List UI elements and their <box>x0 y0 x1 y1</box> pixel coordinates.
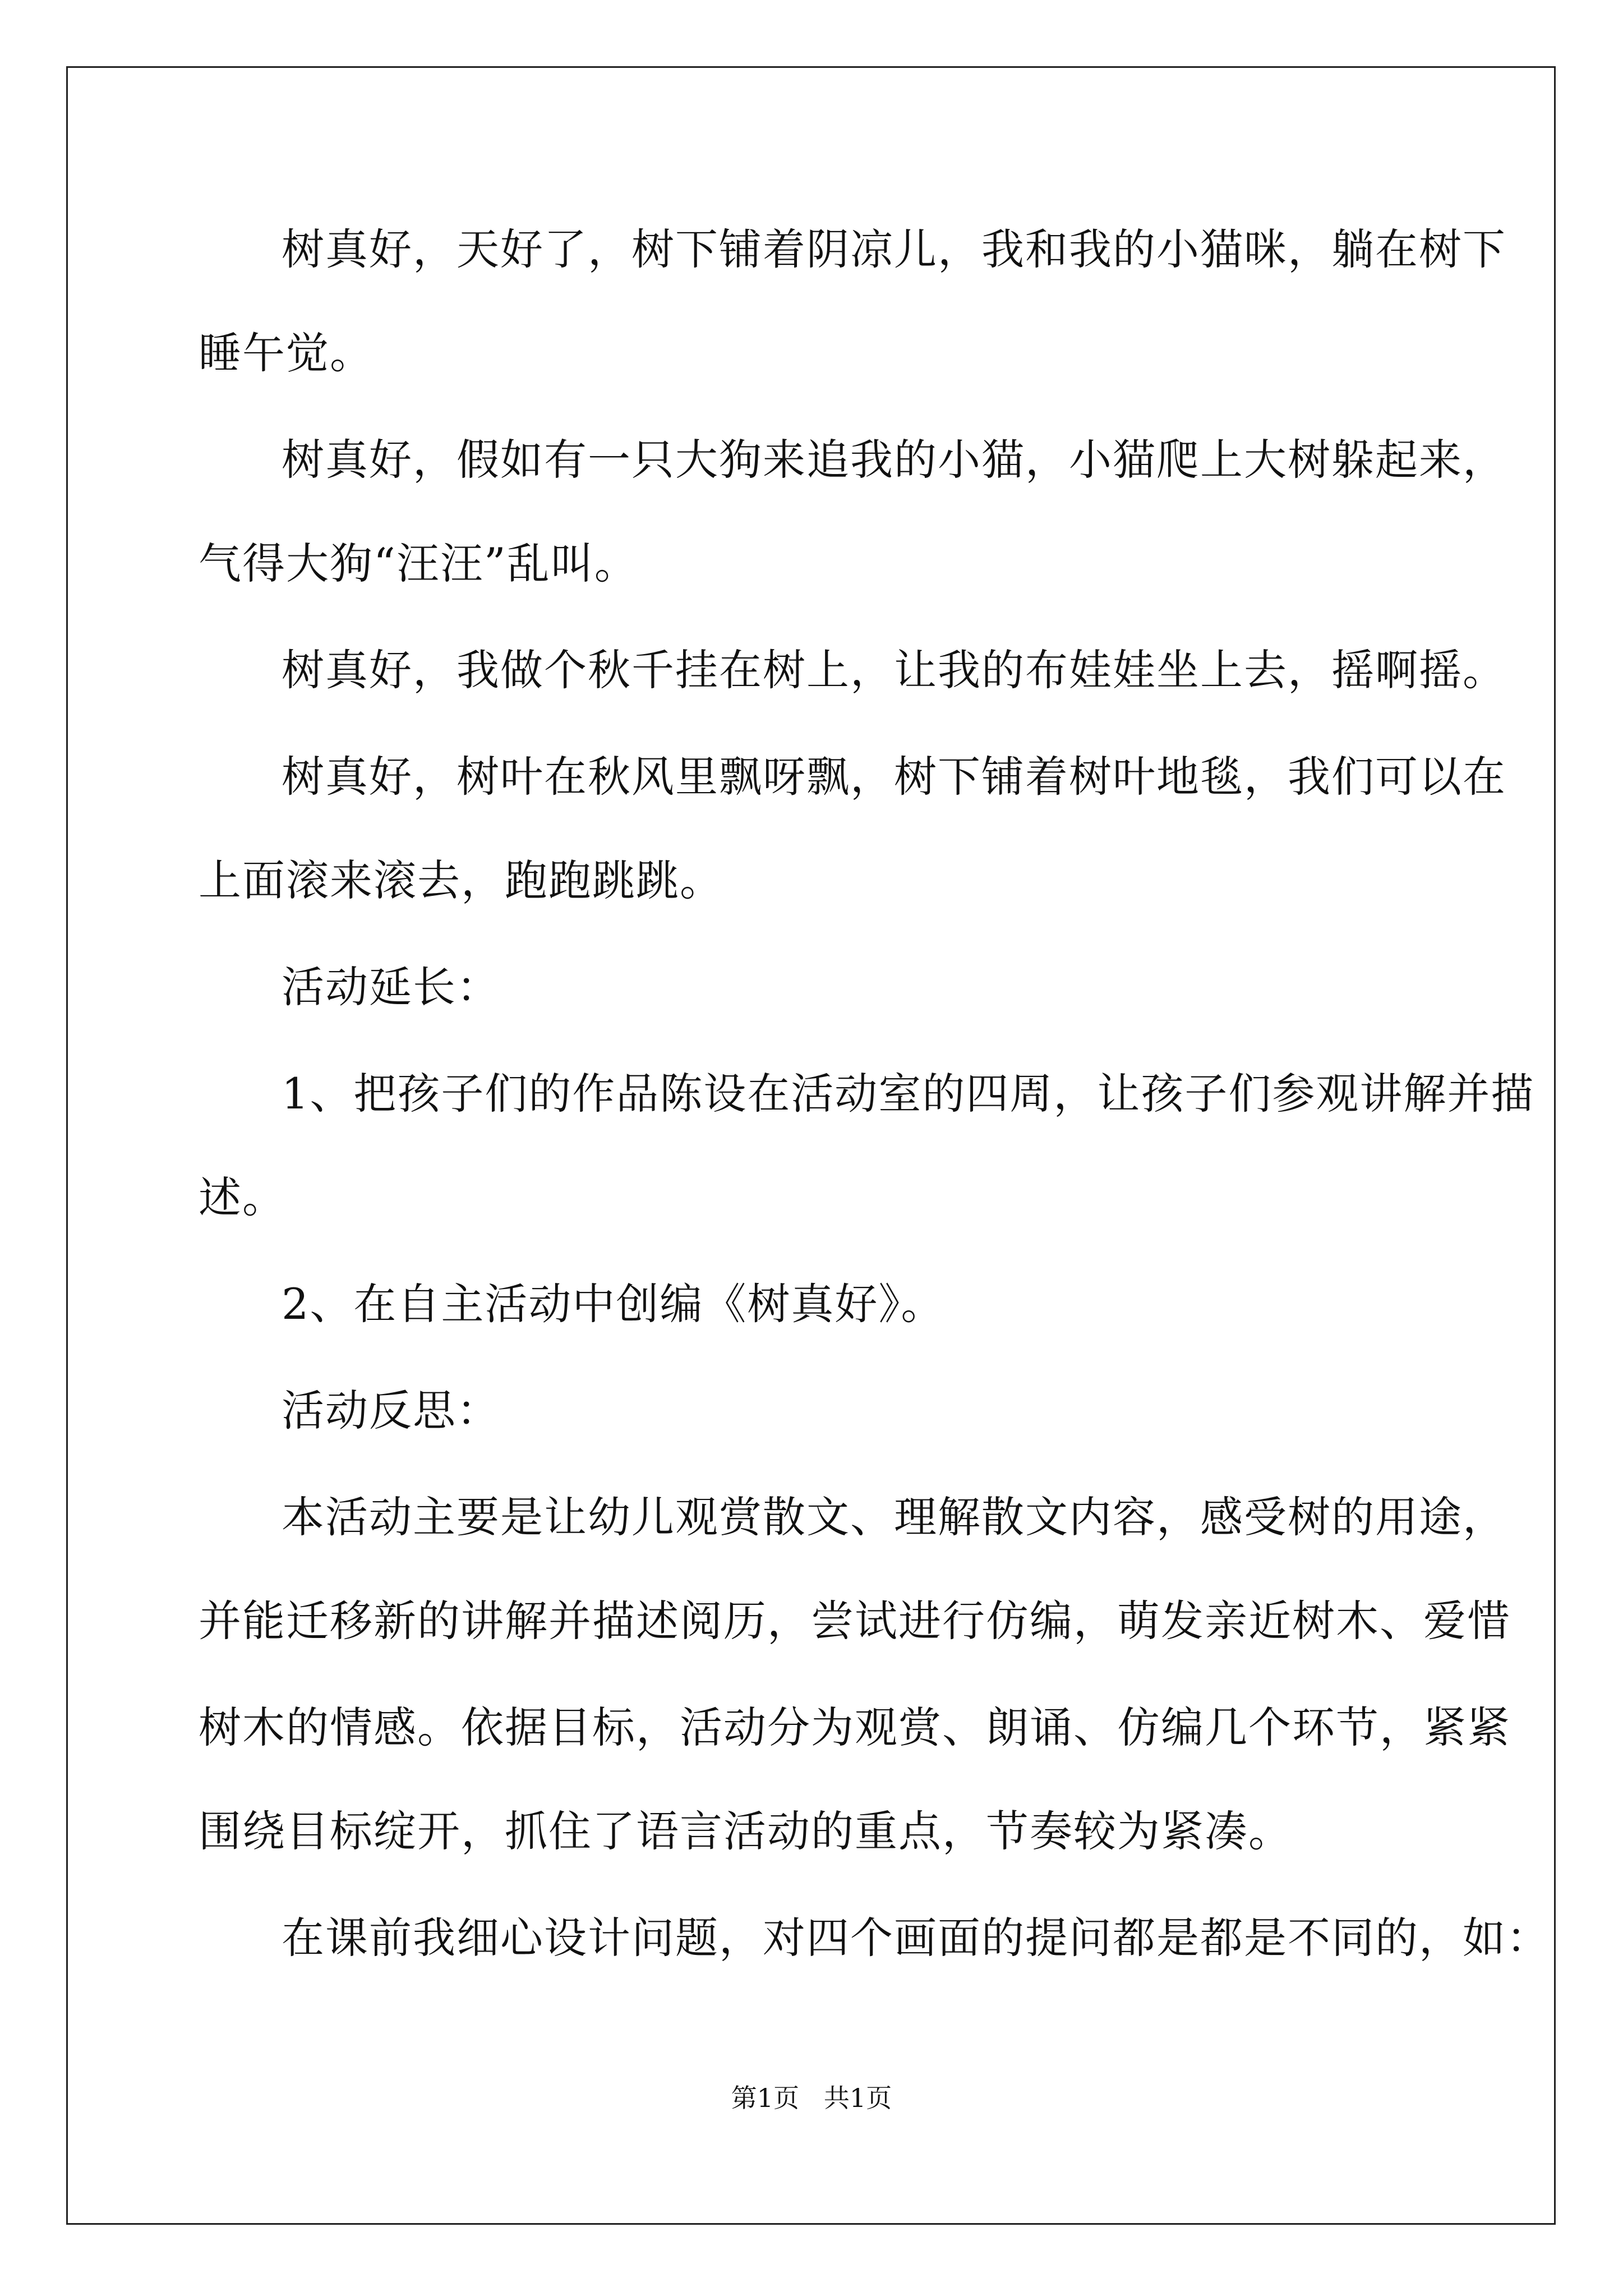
text-line: 围绕目标绽开，抓住了语言活动的重点，节奏较为紧凑。 <box>199 1806 1292 1856</box>
text-line: 上面滚来滚去，跑跑跳跳。 <box>199 855 723 905</box>
page-number-footer: 第1页 共1页 <box>731 2083 892 2113</box>
section-heading: 活动反思： <box>282 1386 500 1435</box>
text-line: 在课前我细心设计问题，对四个画面的提问都是都是不同的，如： <box>282 1913 1550 1963</box>
page-border <box>66 66 1556 2225</box>
text-line: 本活动主要是让幼儿观赏散文、理解散文内容，感受树的用途， <box>282 1492 1506 1542</box>
text-line: 树木的情感。依据目标，活动分为观赏、朗诵、仿编几个环节，紧紧 <box>199 1703 1511 1752</box>
text-line: 并能迁移新的讲解并描述阅历，尝试进行仿编，萌发亲近树木、爱惜 <box>199 1596 1511 1646</box>
text-line: 树真好，树叶在秋风里飘呀飘，树下铺着树叶地毯，我们可以在 <box>282 752 1506 802</box>
text-line: 树真好，假如有一只大狗来追我的小猫，小猫爬上大树躲起来， <box>282 435 1506 485</box>
text-line: 树真好，天好了，树下铺着阴凉儿，我和我的小猫咪，躺在树下 <box>282 224 1506 274</box>
text-line: 树真好，我做个秋千挂在树上，让我的布娃娃坐上去，摇啊摇。 <box>282 645 1506 695</box>
text-line: 睡午觉。 <box>199 328 374 378</box>
text-line: 2、在自主活动中创编《树真好》。 <box>282 1279 945 1329</box>
text-line: 1、把孩子们的作品陈设在活动室的四周，让孩子们参观讲解并描 <box>282 1069 1535 1119</box>
text-line: 述。 <box>199 1172 286 1222</box>
section-heading: 活动延长： <box>282 962 500 1012</box>
text-line: 气得大狗“汪汪”乱叫。 <box>199 539 638 588</box>
